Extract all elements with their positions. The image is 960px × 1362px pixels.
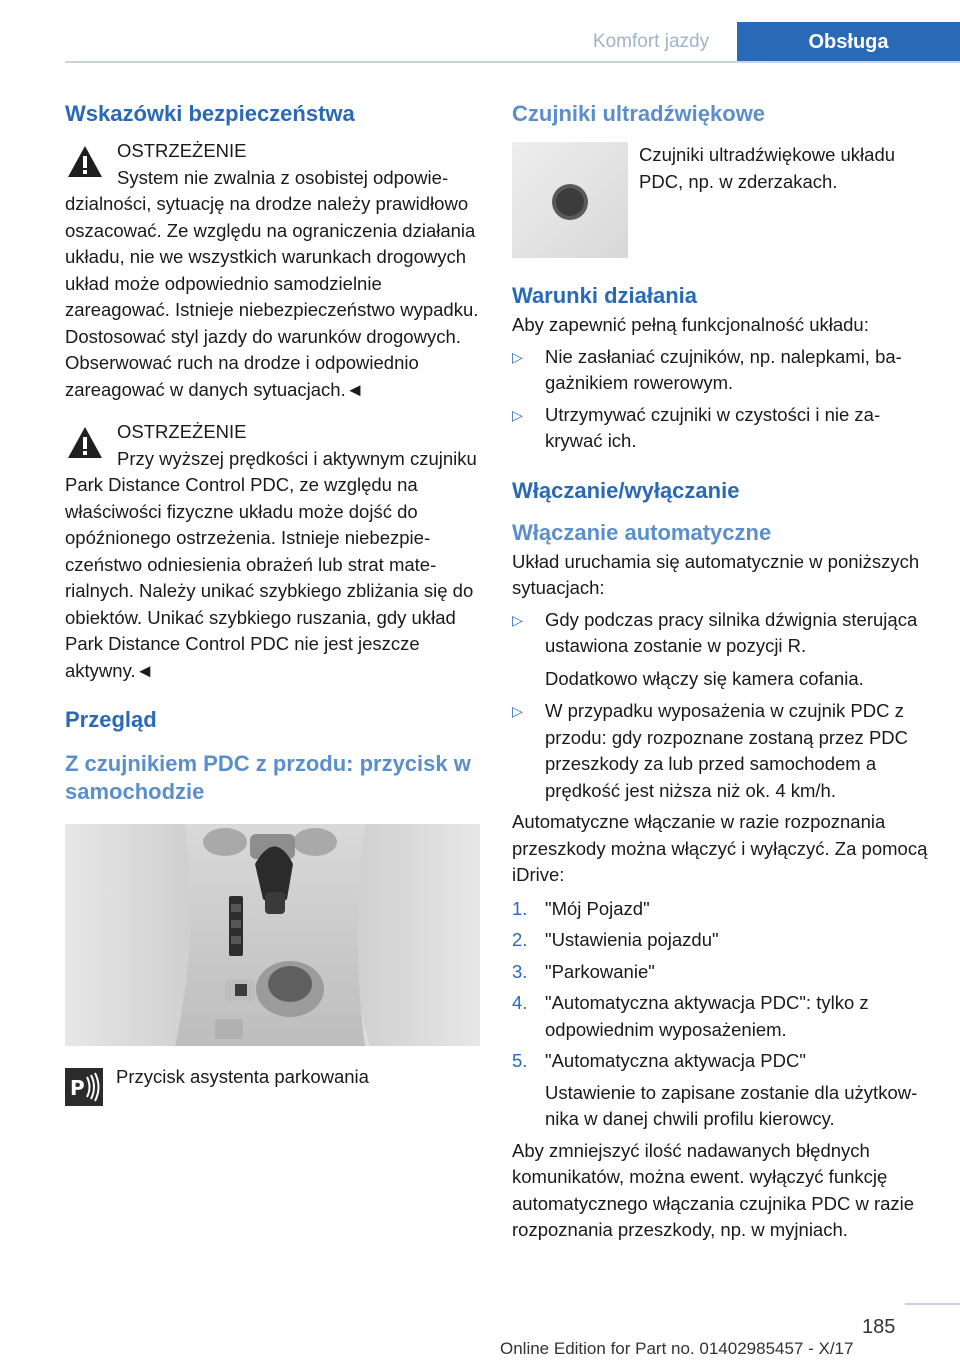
warning-block-1 (65, 138, 480, 403)
step-item: 3. "Parkowanie" (512, 960, 655, 982)
safety-title: Wskazówki bezpieczeństwa (65, 101, 355, 126)
list-item: ▷ Nie zasłaniać czujników, np. nalepkami, bagażnikiem rowerowym. (512, 345, 902, 393)
bullet-triangle-icon: ▷ (512, 611, 523, 628)
auto-intro: Układ uruchamia się automatycznie w poniższych sytuacjach: (512, 550, 920, 598)
footer-rule (905, 1303, 960, 1305)
step-note: Ustawienie to zapisane zostanie dla użytkownika w danej chwili profilu kierowcy. (545, 1081, 918, 1129)
chapter-tab[interactable]: Obsługa (737, 22, 960, 62)
conditions-intro: Aby zapewnić pełną funkcjonalność układu: (512, 314, 869, 335)
list-item: ▷ Gdy podczas pracy silnika dźwignia sterująca ustawiona zostanie w pozycji R. (512, 608, 918, 656)
ultrasonic-sensor-image (512, 142, 628, 258)
warning-block-2 (65, 419, 480, 684)
auto-paragraph: Automatyczne włączanie w razie rozpoznania przeszkody można włączyć i wyłączyć. Za pomocą iDrive: (512, 811, 928, 885)
bullet-triangle-icon: ▷ (512, 406, 523, 423)
overview-title: Przegląd (65, 707, 157, 732)
bullet-triangle-icon: ▷ (512, 703, 523, 719)
step-item: 1. "Mój Pojazd" (512, 897, 650, 919)
list-item: ▷ W przypadku wyposażenia w czujnik PDC z przodu: gdy rozpoznane zostaną przez PDC przeszkody za lub przed samochodem a prędkość jest niższa niż ok. 4 km/h. (512, 700, 909, 801)
step-item: 4. "Automatyczna aktywacja PDC": tylko z odpowiednim wyposażeniem. (512, 992, 869, 1040)
auto-title: Włączanie automatyczne (512, 519, 772, 545)
pdc-title: Z czujnikiem PDC z przodu: przycisk w samochodzie (65, 751, 471, 804)
auto-list (512, 607, 930, 805)
parking-assistant-icon (65, 1068, 103, 1106)
warning-2-label: OSTRZEŻENIE (117, 421, 247, 442)
sensors-text: Czujniki ultradźwiękowe układu PDC, np. w zderzakach. (639, 144, 896, 192)
step-item: 2. "Ustawienia pojazdu" (512, 929, 719, 950)
section-tab[interactable]: Komfort jazdy (592, 31, 710, 52)
list-item-note: Dodatkowo włączy się kamera cofania. (545, 667, 864, 689)
warning-1-text: System nie zwalnia z osobistej odpowiedzialności, sytuację na drodze należy prawidłowo oszacować. Ze względu na ograniczenia działania układu, nie we wszystkich warunkach drogowych układ może odpowiednio samodzielnie zareagować. Istnieje niebezpieczeństwo wypadku. Dostosować styl jazdy do warunków drogowych. Obserwować ruch na drodze i odpowiednio zareagować w danych sytuacjach.◄ (65, 166, 479, 400)
header-rule (65, 61, 960, 63)
idrive-steps (512, 896, 930, 1133)
warning-triangle-icon (65, 423, 105, 463)
edition-text: Online Edition for Part no. 01402985457 - X/17 (500, 1339, 854, 1358)
sensor-figure (512, 142, 930, 260)
right-column (512, 100, 930, 1244)
left-column (65, 100, 480, 1108)
button-caption: Przycisk asystenta parkowania (116, 1066, 369, 1087)
sensors-title: Czujniki ultradźwiękowe (512, 101, 766, 126)
conditions-list (512, 344, 930, 455)
page-header (0, 0, 960, 62)
conditions-title: Warunki działania (512, 283, 698, 308)
warning-2-text: Przy wyższej prędkości i aktywnym czujniku Park Distance Control PDC, ze względu na właściwości fizyczne układu może dojść do opóźnionego ostrzeżenia. Istnieje niebezpieczeństwo odniesienia obrażeń lub strat materialnych. Należy unikać szybkiego zbliżania się do obiektów. Unikać szybkiego ruszania, gdy układ Park Distance Control PDC nie jest jeszcze aktywny.◄ (65, 447, 477, 681)
button-caption-row (65, 1066, 480, 1108)
final-paragraph: Aby zmniejszyć ilość nadawanych błędnych komunikatów, można ewent. wyłączyć funkcję automatycznego włączania czujnika PDC w razie rozpoznania przeszkody, np. w myjniach. (512, 1139, 915, 1240)
onoff-title: Włączanie/wyłączanie (512, 477, 740, 503)
center-console-photo (65, 824, 480, 1046)
warning-1-label: OSTRZEŻENIE (117, 140, 247, 161)
bullet-triangle-icon: ▷ (512, 348, 523, 365)
warning-triangle-icon (65, 142, 105, 182)
page-number: 185 (862, 1316, 896, 1338)
svg-text:P: P (70, 1076, 85, 1100)
step-item: 5. "Automatyczna aktywacja PDC" (512, 1050, 806, 1071)
list-item: ▷ Utrzymywać czujniki w czystości i nie zakrywać ich. (512, 403, 881, 451)
